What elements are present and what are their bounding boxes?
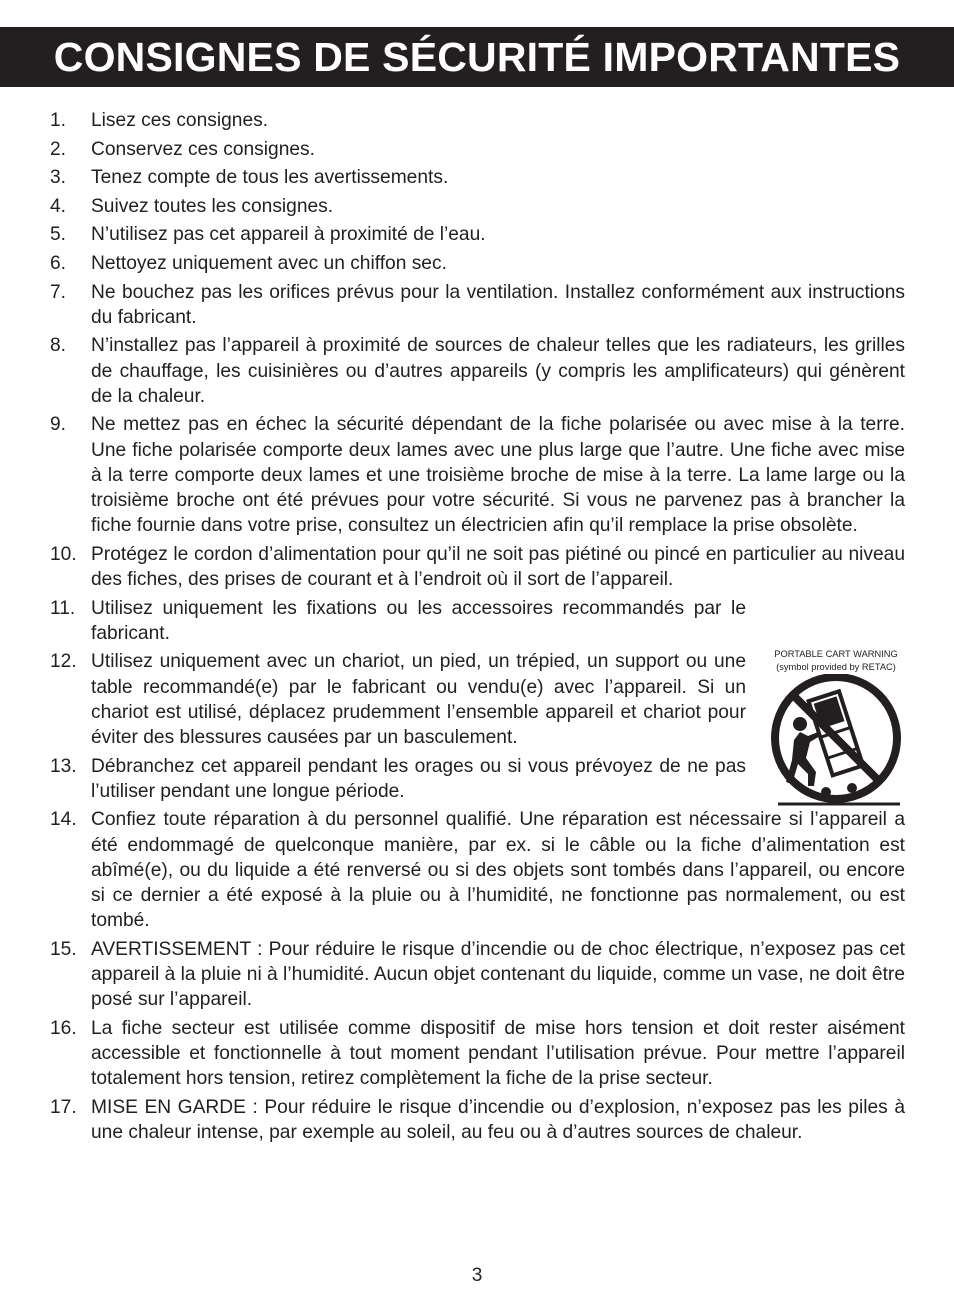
item-text: N’utilisez pas cet appareil à proximité de l’eau. — [91, 224, 486, 246]
item-text: Utilisez uniquement les fixations ou les accessoires recommandés par le fabricant. — [91, 597, 746, 644]
item-number: 15. — [50, 938, 77, 960]
item-number: 13. — [50, 755, 77, 777]
list-item — [50, 412, 905, 538]
item-text: MISE EN GARDE : Pour réduire le risque d’incendie ou d’explosion, n’exposez pas les piles à une chaleur intense, par exemple au soleil, au feu ou à d’autres sources de chaleur. — [91, 1096, 905, 1143]
list-item — [50, 937, 905, 1013]
item-number: 10. — [50, 543, 77, 565]
list-item — [50, 333, 905, 409]
item-number: 5. — [50, 224, 67, 246]
item-text: Ne mettez pas en échec la sécurité dépendant de la fiche polarisée ou avec mise à la terre. Une fiche polarisée comporte deux lames avec une plus large que l’autre. Une fiche avec mise à la terre comporte deux lames et une troisième broche de mise à la terre. La lame large ou la troisième broche ont été prévues pour votre sécurité. Si vous ne parvenez pas à brancher la fiche fournie dans votre prise, consultez un électricien afin qu’il remplace la prise obsolète. — [91, 414, 905, 537]
item-text: Tenez compte de tous les avertissements. — [91, 167, 449, 189]
list-item — [50, 280, 905, 330]
list-item — [50, 596, 746, 646]
cart-warning-figure — [766, 648, 906, 810]
cart-tip-over-warning-icon — [766, 674, 906, 808]
title-bar — [0, 27, 954, 87]
item-number: 12. — [50, 651, 77, 673]
list-item — [50, 754, 746, 804]
item-number: 6. — [50, 252, 67, 274]
cart-warning-caption-title: PORTABLE CART WARNING — [774, 649, 898, 659]
item-text: Débranchez cet appareil pendant les orages ou si vous prévoyez de ne pas l’utiliser pendant une longue période. — [91, 755, 746, 802]
list-item — [50, 108, 905, 133]
item-number: 3. — [50, 167, 67, 189]
safety-instructions-list — [50, 108, 905, 1149]
item-text: AVERTISSEMENT : Pour réduire le risque d’incendie ou de choc électrique, n’exposez pas cet appareil à la pluie ni à l’humidité. Aucun objet contenant du liquide, comme un vase, ne doit être posé sur l’appareil. — [91, 938, 905, 1011]
list-item — [50, 137, 905, 162]
item-text: Ne bouchez pas les orifices prévus pour la ventilation. Installez conformément aux instructions du fabricant. — [91, 281, 905, 328]
cart-warning-caption-source: (symbol provided by RETAC) — [776, 662, 896, 672]
list-item — [50, 807, 905, 933]
item-text: Protégez le cordon d’alimentation pour qu’il ne soit pas piétiné ou pincé en particulier au niveau des fiches, des prises de courant et à l’endroit où il sort de l’appareil. — [91, 543, 905, 590]
page-number: 3 — [471, 1265, 483, 1286]
list-item — [50, 649, 746, 750]
item-text: Lisez ces consignes. — [91, 110, 269, 131]
item-text: Confiez toute réparation à du personnel qualifié. Une réparation est nécessaire si l’appareil a été endommagé de quelconque manière, par ex. si le câble ou la fiche d’alimentation est abîmé(e), ou du liquide a été renversé ou si des objets sont tombés dans l’appareil, ou encore si ce dernier a été exposé à la pluie ou à l’humidité, ne fonctionne pas normalement, ou est tombé. — [91, 809, 905, 932]
item-number: 1. — [50, 110, 67, 131]
list-item — [50, 222, 905, 247]
list-item — [50, 542, 905, 592]
item-number: 9. — [50, 414, 67, 436]
item-text: Utilisez uniquement avec un chariot, un pied, un trépied, un support ou une table recommandé(e) par le fabricant ou vendu(e) avec l’appareil. Si un chariot est utilisé, déplacez prudemment l’ensemble appareil et chariot pour éviter des blessures causées par un basculement. — [91, 651, 746, 748]
list-item — [50, 165, 905, 190]
item-number: 8. — [50, 335, 67, 357]
item-text: Suivez toutes les consignes. — [91, 195, 334, 217]
item-number: 4. — [50, 195, 67, 217]
list-item — [50, 1095, 905, 1145]
item-number: 17. — [50, 1096, 77, 1118]
item-number: 2. — [50, 138, 67, 160]
item-text: N’installez pas l’appareil à proximité de sources de chaleur telles que les radiateurs, les grilles de chauffage, les cuisinières ou d’autres appareils (y compris les amplificateurs) qui génèrent de la chaleur. — [91, 335, 905, 407]
item-number: 7. — [50, 281, 67, 303]
item-text: La fiche secteur est utilisée comme dispositif de mise hors tension et doit rester aisément accessible et fonctionnelle à tout moment pendant l’utilisation prévue. Pour mettre l’appareil totalement hors tension, retirez complètement la fiche de la prise secteur. — [91, 1017, 905, 1090]
item-text: Conservez ces consignes. — [91, 138, 315, 160]
list-item — [50, 194, 905, 219]
item-number: 16. — [50, 1017, 77, 1039]
list-item — [50, 251, 905, 276]
item-number: 11. — [50, 597, 76, 619]
item-number: 14. — [50, 809, 77, 831]
list-item — [50, 1016, 905, 1092]
item-text: Nettoyez uniquement avec un chiffon sec. — [91, 252, 447, 274]
page-title: CONSIGNES DE SÉCURITÉ IMPORTANTES — [53, 33, 901, 80]
